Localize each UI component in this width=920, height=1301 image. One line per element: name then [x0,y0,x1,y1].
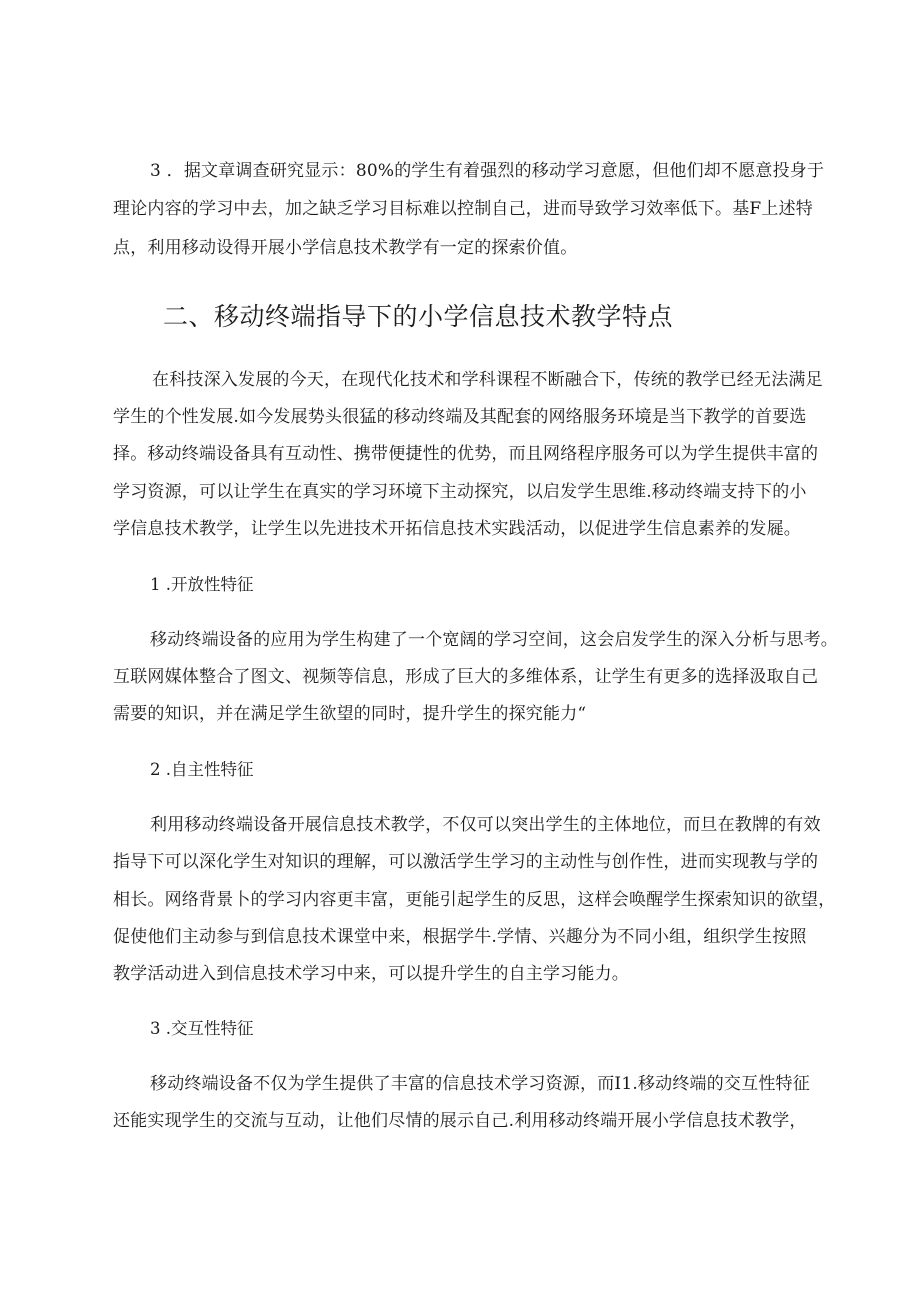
intro-line-3: 点，利用移动设得开展小学信息技术教学有一定的探索价值。 [113,238,578,258]
sub2-line-2: 指导下可以深化学生对知识的理解，可以激活学生学习的主动性与创作性，进而实现教与学的 [113,852,819,872]
sub3-line-2: 还能实现学生的交流与互动，让他们尽情的展示自己.利用移动终端开展小学信息技术教学， [113,1111,807,1131]
section-intro-line-1: 在科技深入发展的今天，在现代化技术和学科课程不断融合下，传统的教学已经无法满足 [152,370,823,390]
sub2-line-3: 相长。网络背景卜的学习内容更丰富，更能引起学生的反思，这样会唤醒学生探索知识的欲望， [113,890,836,910]
sub1-line-2: 互联网媒体整合了图文、视频等信息，形成了巨大的多维体系，让学生有更多的选择汲取自己 [113,667,819,687]
sub1-line-3: 需要的知识，并在满足学生欲望的同时，提升学生的探究能力“ [113,704,587,724]
section-intro-line-3: 择。移动终端设备具有互动性、携带便捷性的优势，而且网络程序服务可以为学生提供丰富的 [113,444,819,464]
section-intro-line-5: 学信息技术教学，让学生以先进技术开拓信息技术实践活动，以促进学生信息素养的发屣。 [113,519,801,539]
intro-line-1: 3 ．据文章调查研究显示：80%的学生有着强烈的移动学习意愿，但他们却不愿意投身于 [150,161,825,181]
section-title: 二、移动终端指导下的小学信息技术教学特点 [163,302,674,331]
intro-line-2: 理论内容的学习中去，加之缺乏学习目标难以控制自己，进而导致学习效率低下。基F上述特 [113,199,813,219]
subsection-3-title: 3 .交互性特征 [150,1019,254,1038]
section-intro-line-4: 学习资源，可以让学生在真实的学习环境下主动探究，以启发学生思维.移动终端支持下的小 [113,482,807,502]
subsection-2-title: 2 .自主性特征 [150,760,254,779]
sub2-line-1: 利用移动终端设备开展信息技术教学，不仅可以突出学生的主体地位，而旦在教牌的有效 [150,815,821,835]
sub2-line-5: 教学活动进入到信息技术学习中来，可以提升学生的自主学习能力。 [113,964,629,984]
section-intro-line-2: 学生的个性发展.如今发展势头很猛的移动终端及其配套的网络服务环境是当下教学的首要选 [113,407,807,427]
sub3-line-1: 移动终端设备不仅为学生提供了丰富的信息技术学习资源，而I1.移动终端的交互性特征 [150,1074,810,1094]
sub1-line-1: 移动终端设备的应用为学生构建了一个宽阔的学习空间，这会启发学生的深入分析与思考。 [150,630,838,650]
sub2-line-4: 促使他们主动参与到信息技术课堂中来，根据学牛.学情、兴趣分为不同小组，组织学生按照 [113,927,807,947]
subsection-1-title: 1 .开放性特征 [150,575,254,594]
